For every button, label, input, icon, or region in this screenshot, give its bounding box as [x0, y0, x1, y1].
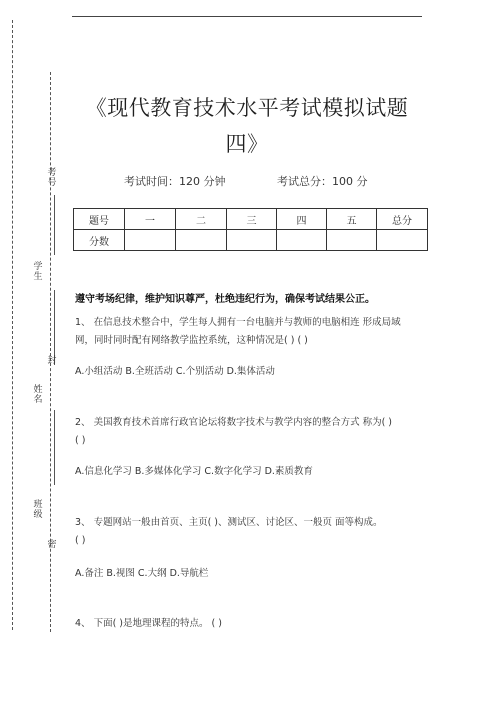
- margin-label-seal2: 密: [47, 540, 57, 550]
- margin-label-seal: 封: [47, 356, 57, 366]
- exam-time: 考试时间：120 分钟: [124, 175, 226, 188]
- score-table-blank-cell[interactable]: [125, 230, 176, 251]
- question-1-options: A.小组活动 B.全班活动 C.个别活动 D.集体活动: [75, 366, 275, 377]
- question-1-line2: 网，同时同时配有网络教学监控系统，这种情况是( ) ( ): [75, 335, 308, 346]
- score-table-header-cell: 二: [176, 209, 227, 230]
- question-2: [75, 414, 425, 450]
- question-3-line1: 3、 专题网站一般由首页、主页( )、测试区、讨论区、一般页 面等构成。: [75, 517, 383, 528]
- score-table-header-row: [74, 209, 428, 230]
- question-4: [75, 615, 425, 633]
- score-table-blank-cell[interactable]: [227, 230, 277, 251]
- score-table-blank-cell[interactable]: [377, 230, 428, 251]
- question-1: [75, 314, 425, 350]
- score-table-blank-cell[interactable]: [327, 230, 377, 251]
- score-table-row-label: 分数: [74, 230, 125, 251]
- exam-title: [72, 90, 422, 162]
- margin-label-class: 班级: [33, 500, 43, 520]
- exam-title-line1: 《现代教育技术水平考试模拟试题: [85, 96, 409, 120]
- question-4-line1: 4、 下面( )是地理课程的特点。 ( ): [75, 618, 222, 629]
- question-3-line2: ( ): [75, 535, 86, 546]
- margin-label-student: 学生: [33, 262, 43, 282]
- question-2-options: A.信息化学习 B.多媒体化学习 C.数字化学习 D.素质教育: [75, 466, 313, 477]
- margin-label-exam-number: 考号: [47, 168, 57, 188]
- margin-fill-line-exam-number: [54, 195, 55, 255]
- score-table-header-cell: 一: [125, 209, 176, 230]
- score-table-header-cell: 三: [227, 209, 277, 230]
- score-table-header-cell: 总分: [377, 209, 428, 230]
- top-rule: [72, 16, 422, 17]
- question-1-line1: 1、 在信息技术整合中，学生每人拥有一台电脑并与教师的电脑相连 形成局域: [75, 317, 401, 328]
- score-table-blank-cell[interactable]: [176, 230, 227, 251]
- question-3-options: A.备注 B.视图 C.大纲 D.导航栏: [75, 568, 209, 579]
- exam-title-line2: 四》: [225, 132, 269, 156]
- score-table-header-cell: 五: [327, 209, 377, 230]
- binding-dashed-line-outer: [12, 20, 13, 630]
- score-table-score-row: [74, 230, 428, 251]
- score-table: [73, 208, 428, 251]
- exam-total-score: 考试总分：100 分: [277, 175, 368, 188]
- question-2-line1: 2、 美国教育技术首席行政官论坛将数字技术与教学内容的整合方式 称为( ): [75, 417, 393, 428]
- margin-fill-line-name: [54, 410, 55, 485]
- score-table-header-cell: 四: [277, 209, 327, 230]
- question-3: [75, 514, 425, 550]
- score-table-header-cell: 题号: [74, 209, 125, 230]
- score-table-blank-cell[interactable]: [277, 230, 327, 251]
- margin-fill-line-student: [54, 290, 55, 365]
- exam-notice: 遵守考场纪律，维护知识尊严，杜绝违纪行为，确保考试结果公正。: [75, 294, 375, 305]
- margin-label-name: 姓名: [33, 385, 43, 405]
- question-2-line2: ( ): [75, 435, 86, 446]
